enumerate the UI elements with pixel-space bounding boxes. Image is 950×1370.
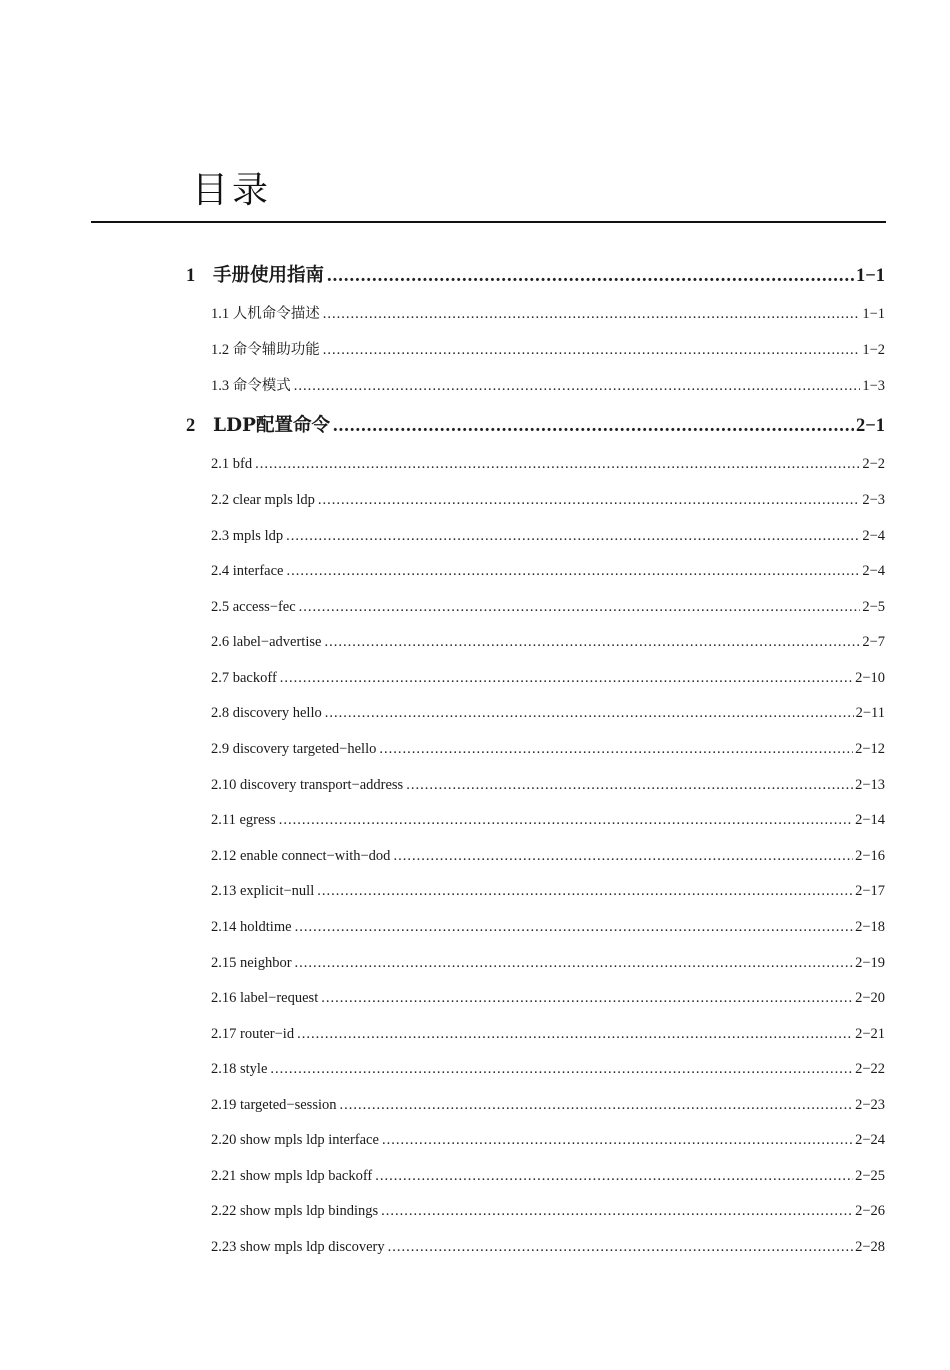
toc-section[interactable] <box>211 1022 885 1046</box>
page-title: 目录 <box>192 170 273 211</box>
toc-page-number: 2−25 <box>855 1168 885 1184</box>
toc-leader-dots <box>286 559 860 583</box>
toc-leader-dots <box>333 412 854 440</box>
toc-section[interactable] <box>211 559 885 583</box>
toc-leader-dots <box>382 1128 853 1152</box>
toc-section[interactable] <box>211 452 885 476</box>
toc-section[interactable] <box>211 1235 885 1259</box>
toc-label: 1.3 命令模式 <box>211 378 291 394</box>
toc-label: LDP配置命令 <box>213 415 330 436</box>
toc-page-number: 2−21 <box>855 1026 885 1042</box>
toc-leader-dots <box>325 701 854 725</box>
toc-label: 1.1 人机命令描述 <box>211 306 320 322</box>
toc-leader-dots <box>321 986 853 1010</box>
toc-page-number: 2−1 <box>855 416 885 436</box>
toc-chapter-1[interactable] <box>186 262 885 290</box>
toc-page-number: 2−24 <box>855 1132 885 1148</box>
toc-page-number: 2−4 <box>862 528 885 544</box>
toc-page-number: 1−1 <box>862 306 885 322</box>
toc-leader-dots <box>393 844 853 868</box>
toc-label: 2.15 neighbor <box>211 955 292 971</box>
toc-page-number: 2−23 <box>855 1097 885 1113</box>
toc-page-number: 2−19 <box>855 955 885 971</box>
toc-leader-dots <box>280 666 853 690</box>
toc-section[interactable] <box>211 595 885 619</box>
toc-leader-dots <box>279 808 853 832</box>
toc-label: 1.2 命令辅助功能 <box>211 342 320 358</box>
toc-page-number: 2−16 <box>855 848 885 864</box>
toc-label: 2.18 style <box>211 1061 268 1077</box>
toc-leader-dots <box>323 302 861 326</box>
toc-label: 2.10 discovery transport−address <box>211 777 404 793</box>
toc-section[interactable] <box>211 915 885 939</box>
toc-leader-dots <box>295 951 854 975</box>
toc-section[interactable] <box>211 1128 885 1152</box>
toc-leader-dots <box>324 630 860 654</box>
toc-page-number: 2−14 <box>855 812 885 828</box>
toc-leader-dots <box>295 915 854 939</box>
toc-page-number: 1−3 <box>862 378 885 394</box>
toc-leader-dots <box>299 595 861 619</box>
toc-label: 2.11 egress <box>211 812 276 828</box>
toc-page-number: 2−26 <box>855 1203 885 1219</box>
toc-page-number: 2−11 <box>855 705 885 721</box>
toc-label: 2.8 discovery hello <box>211 705 322 721</box>
toc-label: 手册使用指南 <box>213 265 325 286</box>
toc-label: 2.4 interface <box>211 563 284 579</box>
toc-label: 2.13 explicit−null <box>211 883 315 899</box>
toc-section[interactable] <box>211 524 885 548</box>
toc-section[interactable] <box>211 701 885 725</box>
toc-leader-dots <box>255 452 860 476</box>
toc-label: 2.21 show mpls ldp backoff <box>211 1168 373 1184</box>
toc-label: 2.14 holdtime <box>211 919 292 935</box>
toc-label: 2.7 backoff <box>211 670 277 686</box>
toc-label: 2.5 access−fec <box>211 599 296 615</box>
toc-section[interactable] <box>211 1057 885 1081</box>
toc-leader-dots <box>294 374 861 398</box>
toc-page-number: 2−12 <box>855 741 885 757</box>
toc-leader-dots <box>375 1164 853 1188</box>
toc-page-number: 1−1 <box>855 266 885 286</box>
toc-page-number: 2−28 <box>855 1239 885 1255</box>
toc-section[interactable] <box>211 488 885 512</box>
toc-leader-dots <box>327 262 854 290</box>
toc-label: 2.6 label−advertise <box>211 634 322 650</box>
toc-label: 2.23 show mpls ldp discovery <box>211 1239 385 1255</box>
toc-leader-dots <box>381 1199 853 1223</box>
toc-page-number: 2−22 <box>855 1061 885 1077</box>
toc-label: 2.1 bfd <box>211 456 253 472</box>
toc-leader-dots <box>323 338 861 362</box>
toc-page-number: 2−2 <box>862 456 885 472</box>
toc-section[interactable] <box>211 302 885 326</box>
toc-section[interactable] <box>211 338 885 362</box>
toc-label: 2.16 label−request <box>211 990 319 1006</box>
toc-page-number: 2−3 <box>862 492 885 508</box>
toc-label: 2.19 targeted−session <box>211 1097 337 1113</box>
toc-page-number: 1−2 <box>862 342 885 358</box>
toc-section[interactable] <box>211 737 885 761</box>
toc-page-number: 2−7 <box>862 634 885 650</box>
toc-number: 1 <box>186 266 196 286</box>
toc-page-number: 2−20 <box>855 990 885 1006</box>
toc-leader-dots <box>317 879 853 903</box>
toc-label: 2.17 router−id <box>211 1026 295 1042</box>
toc-section[interactable] <box>211 666 885 690</box>
toc-leader-dots <box>318 488 860 512</box>
toc-page-number: 2−10 <box>855 670 885 686</box>
toc-section[interactable] <box>211 951 885 975</box>
toc-leader-dots <box>379 737 853 761</box>
toc-section[interactable] <box>211 879 885 903</box>
toc-section[interactable] <box>211 630 885 654</box>
toc-label: 2.12 enable connect−with−dod <box>211 848 391 864</box>
toc-page-number: 2−17 <box>855 883 885 899</box>
toc-label: 2.22 show mpls ldp bindings <box>211 1203 379 1219</box>
toc-label: 2.9 discovery targeted−hello <box>211 741 377 757</box>
toc-section[interactable] <box>211 844 885 868</box>
toc-section[interactable] <box>211 808 885 832</box>
toc-section[interactable] <box>211 374 885 398</box>
toc-label: 2.20 show mpls ldp interface <box>211 1132 379 1148</box>
toc-section[interactable] <box>211 1199 885 1223</box>
toc-leader-dots <box>297 1022 853 1046</box>
toc-leader-dots <box>286 524 860 548</box>
toc-chapter-2[interactable] <box>186 412 885 440</box>
toc-page-number: 2−18 <box>855 919 885 935</box>
toc-page-number: 2−13 <box>855 777 885 793</box>
toc-page-number: 2−5 <box>862 599 885 615</box>
toc-label: 2.2 clear mpls ldp <box>211 492 315 508</box>
toc-leader-dots <box>388 1235 853 1259</box>
toc-leader-dots <box>340 1093 854 1117</box>
toc-page-number: 2−4 <box>862 563 885 579</box>
toc-number: 2 <box>186 416 196 436</box>
toc-section[interactable] <box>211 1093 885 1117</box>
toc-leader-dots <box>406 773 853 797</box>
toc-section[interactable] <box>211 1164 885 1188</box>
toc-section[interactable] <box>211 773 885 797</box>
toc-section[interactable] <box>211 986 885 1010</box>
toc-label: 2.3 mpls ldp <box>211 528 284 544</box>
toc-leader-dots <box>270 1057 853 1081</box>
